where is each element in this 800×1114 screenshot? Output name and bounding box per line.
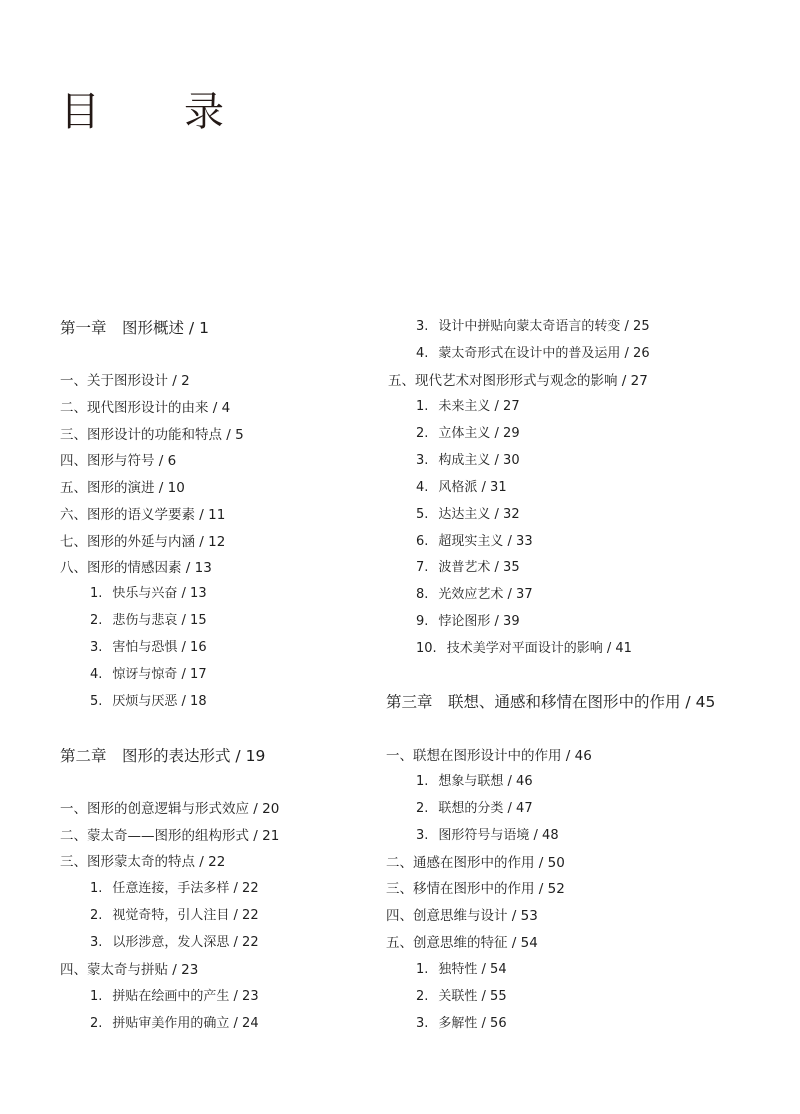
toc-sub-text: 快乐与兴奋 / 13 xyxy=(112,586,207,601)
toc-sub-number: 1. xyxy=(90,989,103,1004)
toc-subsection[interactable] xyxy=(90,692,207,712)
toc-subsection[interactable] xyxy=(416,424,520,444)
toc-sub-number: 3. xyxy=(416,453,429,468)
toc-sub-text: 多解性 / 56 xyxy=(438,1016,507,1031)
toc-subsection[interactable] xyxy=(90,906,259,926)
toc-sub-number: 3. xyxy=(90,935,103,950)
toc-sub-number: 9. xyxy=(416,614,429,629)
toc-section[interactable]: 一、关于图形设计 / 2 xyxy=(60,373,190,389)
toc-subsection[interactable] xyxy=(416,1014,507,1034)
toc-sub-number: 1. xyxy=(90,586,103,601)
toc-section[interactable]: 六、图形的语义学要素 / 11 xyxy=(60,507,226,523)
toc-sub-number: 8. xyxy=(416,587,429,602)
toc-sub-number: 2. xyxy=(416,426,429,441)
toc-subsection[interactable] xyxy=(416,799,533,819)
toc-subsection[interactable] xyxy=(416,585,533,605)
toc-subsection[interactable] xyxy=(416,505,520,525)
toc-subsection[interactable] xyxy=(416,639,632,659)
toc-section[interactable]: 一、图形的创意逻辑与形式效应 / 20 xyxy=(60,801,280,817)
toc-sub-text: 独特性 / 54 xyxy=(438,962,507,977)
toc-sub-text: 未来主义 / 27 xyxy=(438,399,520,414)
toc-subsection[interactable] xyxy=(90,1014,259,1034)
toc-sub-number: 5. xyxy=(90,694,103,709)
toc-section[interactable]: 三、图形蒙太奇的特点 / 22 xyxy=(60,854,226,870)
toc-sub-number: 10. xyxy=(416,641,437,656)
toc-chapter-2[interactable]: 第二章 图形的表达形式 / 19 xyxy=(60,747,266,765)
toc-subsection[interactable] xyxy=(90,933,259,953)
toc-section[interactable]: 五、图形的演进 / 10 xyxy=(60,480,185,496)
toc-section[interactable]: 二、蒙太奇——图形的组构形式 / 21 xyxy=(60,828,280,844)
toc-sub-number: 4. xyxy=(416,346,429,361)
toc-section[interactable]: 七、图形的外延与内涵 / 12 xyxy=(60,534,226,550)
toc-sub-number: 1. xyxy=(416,774,429,789)
toc-section[interactable]: 三、图形设计的功能和特点 / 5 xyxy=(60,427,244,443)
toc-sub-text: 拼贴在绘画中的产生 / 23 xyxy=(112,989,259,1004)
toc-sub-text: 构成主义 / 30 xyxy=(438,453,520,468)
toc-sub-text: 达达主义 / 32 xyxy=(438,507,520,522)
toc-chapter-3[interactable]: 第三章 联想、通感和移情在图形中的作用 / 45 xyxy=(386,693,716,711)
toc-sub-text: 光效应艺术 / 37 xyxy=(438,587,533,602)
toc-sub-number: 2. xyxy=(416,989,429,1004)
toc-sub-number: 1. xyxy=(416,962,429,977)
toc-sub-number: 3. xyxy=(416,828,429,843)
toc-sub-number: 2. xyxy=(416,801,429,816)
toc-section[interactable]: 四、蒙太奇与拼贴 / 23 xyxy=(60,962,199,978)
toc-sub-text: 技术美学对平面设计的影响 / 41 xyxy=(446,641,632,656)
toc-subsection[interactable] xyxy=(90,665,207,685)
toc-subsection[interactable] xyxy=(416,612,520,632)
toc-subsection[interactable] xyxy=(90,638,207,658)
toc-subsection[interactable] xyxy=(416,478,507,498)
toc-subsection[interactable] xyxy=(416,317,650,337)
page-title: 目 录 xyxy=(60,89,246,135)
toc-sub-number: 1. xyxy=(416,399,429,414)
toc-sub-text: 超现实主义 / 33 xyxy=(438,534,533,549)
toc-sub-number: 2. xyxy=(90,613,103,628)
toc-sub-number: 3. xyxy=(90,640,103,655)
toc-sub-text: 任意连接，手法多样 / 22 xyxy=(112,881,259,896)
toc-section[interactable]: 四、创意思维与设计 / 53 xyxy=(386,908,538,924)
toc-section[interactable]: 二、现代图形设计的由来 / 4 xyxy=(60,400,231,416)
toc-sub-text: 立体主义 / 29 xyxy=(438,426,520,441)
toc-sub-text: 关联性 / 55 xyxy=(438,989,507,1004)
toc-chapter-1[interactable]: 第一章 图形概述 / 1 xyxy=(60,319,209,337)
toc-sub-number: 4. xyxy=(90,667,103,682)
toc-sub-text: 联想的分类 / 47 xyxy=(438,801,533,816)
toc-sub-text: 风格派 / 31 xyxy=(438,480,507,495)
toc-subsection[interactable] xyxy=(416,451,520,471)
toc-sub-text: 蒙太奇形式在设计中的普及运用 / 26 xyxy=(438,346,650,361)
toc-sub-number: 5. xyxy=(416,507,429,522)
toc-sub-text: 波普艺术 / 35 xyxy=(438,560,520,575)
toc-sub-number: 3. xyxy=(416,319,429,334)
toc-sub-text: 设计中拼贴向蒙太奇语言的转变 / 25 xyxy=(438,319,650,334)
toc-sub-text: 悲伤与悲哀 / 15 xyxy=(112,613,207,628)
toc-sub-number: 7. xyxy=(416,560,429,575)
toc-subsection[interactable] xyxy=(90,584,207,604)
toc-sub-text: 厌烦与厌恶 / 18 xyxy=(112,694,207,709)
toc-subsection[interactable] xyxy=(416,772,533,792)
toc-subsection[interactable] xyxy=(90,879,259,899)
toc-sub-text: 图形符号与语境 / 48 xyxy=(438,828,559,843)
toc-sub-number: 2. xyxy=(90,908,103,923)
toc-subsection[interactable] xyxy=(416,397,520,417)
toc-section[interactable]: 八、图形的情感因素 / 13 xyxy=(60,560,212,576)
toc-sub-text: 害怕与恐惧 / 16 xyxy=(112,640,207,655)
toc-subsection[interactable] xyxy=(416,960,507,980)
toc-sub-number: 3. xyxy=(416,1016,429,1031)
toc-section[interactable]: 二、通感在图形中的作用 / 50 xyxy=(386,855,565,871)
toc-sub-number: 2. xyxy=(90,1016,103,1031)
toc-section[interactable]: 五、创意思维的特征 / 54 xyxy=(386,935,538,951)
toc-sub-number: 1. xyxy=(90,881,103,896)
toc-section[interactable]: 三、移情在图形中的作用 / 52 xyxy=(386,881,565,897)
toc-subsection[interactable] xyxy=(416,987,507,1007)
toc-subsection[interactable] xyxy=(90,987,259,1007)
toc-sub-number: 6. xyxy=(416,534,429,549)
toc-sub-text: 视觉奇特，引人注目 / 22 xyxy=(112,908,259,923)
toc-sub-text: 惊讶与惊奇 / 17 xyxy=(112,667,207,682)
toc-section[interactable]: 五、现代艺术对图形形式与观念的影响 / 27 xyxy=(388,373,648,389)
toc-subsection[interactable] xyxy=(90,611,207,631)
toc-sub-text: 想象与联想 / 46 xyxy=(438,774,533,789)
toc-subsection[interactable] xyxy=(416,532,533,552)
toc-section[interactable]: 四、图形与符号 / 6 xyxy=(60,453,177,469)
toc-sub-text: 拼贴审美作用的确立 / 24 xyxy=(112,1016,259,1031)
toc-sub-text: 悖论图形 / 39 xyxy=(438,614,520,629)
toc-subsection[interactable] xyxy=(416,558,520,578)
toc-sub-text: 以形涉意，发人深思 / 22 xyxy=(112,935,259,950)
toc-section[interactable]: 一、联想在图形设计中的作用 / 46 xyxy=(386,748,592,764)
toc-sub-number: 4. xyxy=(416,480,429,495)
toc-subsection[interactable] xyxy=(416,826,559,846)
toc-subsection[interactable] xyxy=(416,344,650,364)
